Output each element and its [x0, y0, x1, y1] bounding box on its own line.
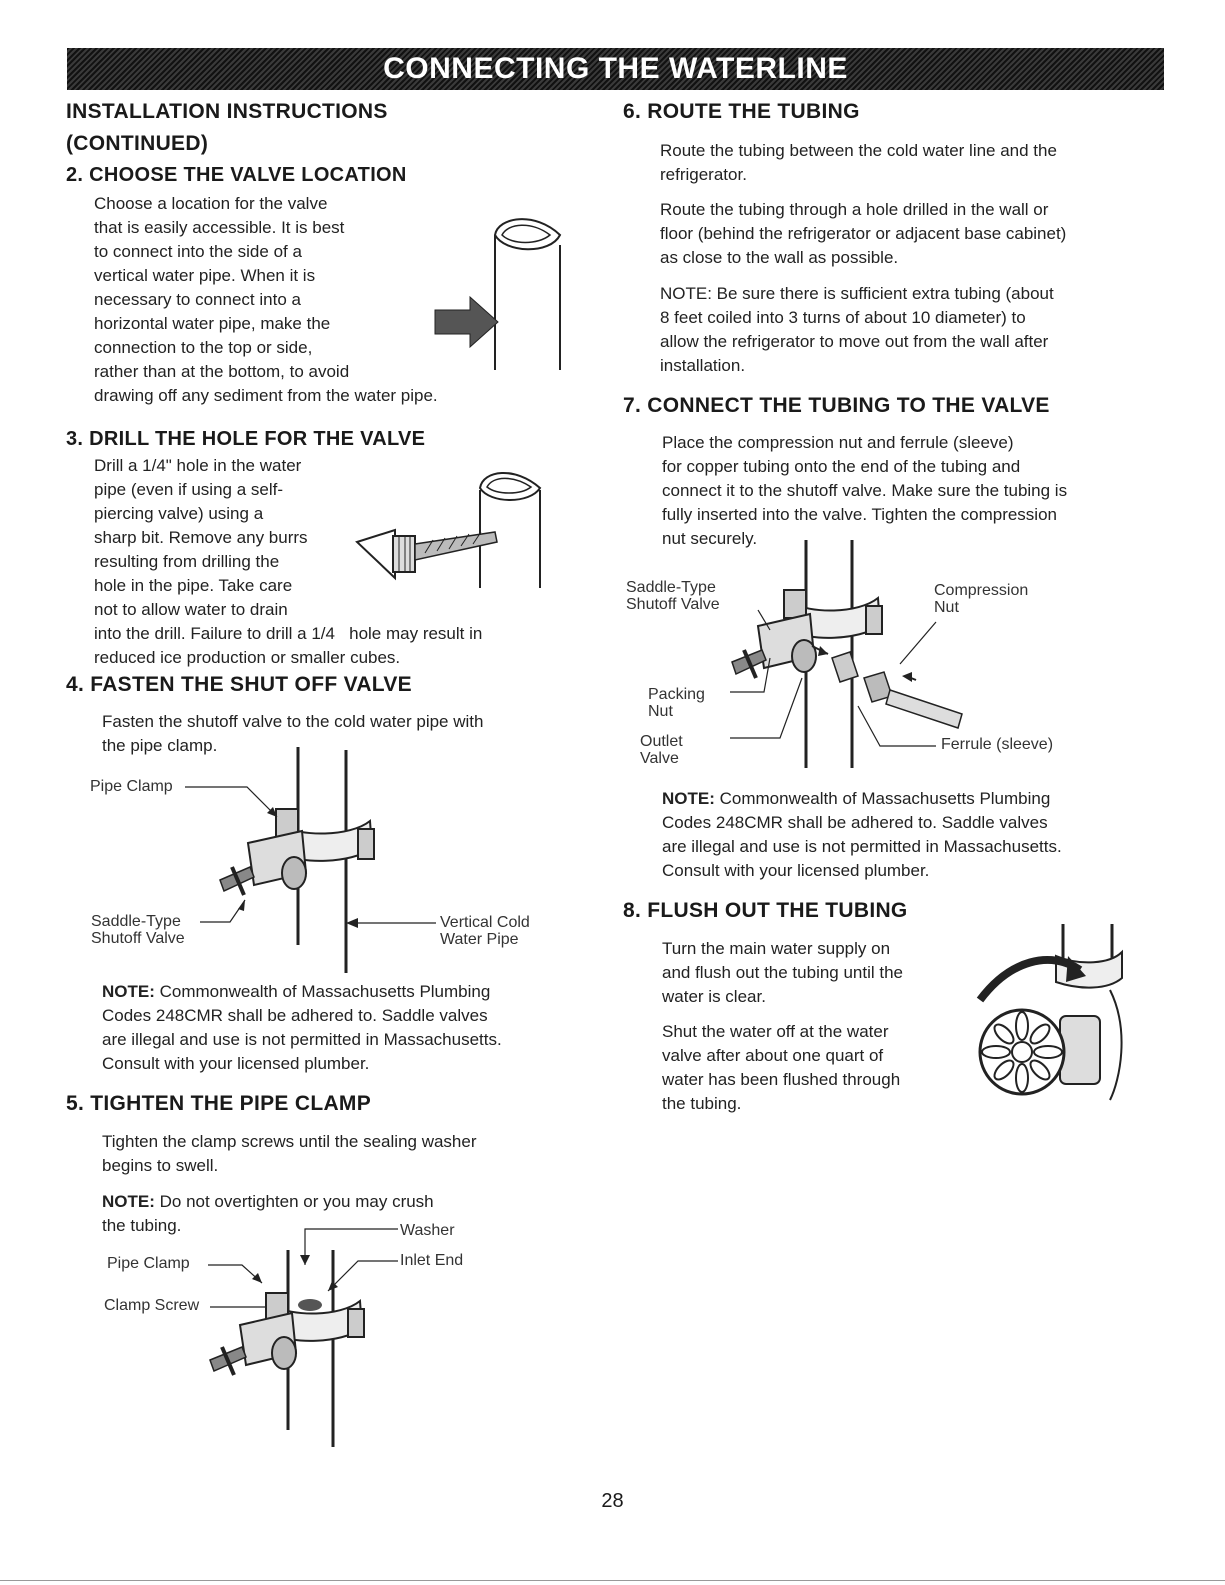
page-number: 28 [601, 1490, 624, 1512]
section-7-title: 7. CONNECT THE TUBING TO THE VALVE [623, 394, 1050, 417]
label-line: Saddle-Type [626, 579, 716, 596]
text-line: Fasten the shutoff valve to the cold water pipe with [102, 712, 484, 731]
pipe-clamp-illustration [200, 1225, 410, 1455]
text-line: Choose a location for the valve [94, 194, 328, 213]
text-line: valve after about one quart of [662, 1046, 884, 1065]
text-line: necessary to connect into a [94, 290, 301, 309]
heading-line: (CONTINUED) [66, 132, 209, 155]
section-2-body [94, 192, 438, 408]
label-line: Compression [934, 582, 1029, 599]
text-line: hole in the pipe. Take care [94, 576, 293, 595]
saddle-valve-leader [200, 897, 250, 927]
text-line: Route the tubing between the cold water line and the [660, 141, 1057, 160]
text-line: Place the compression nut and ferrule (sleeve) [662, 433, 1014, 452]
text-line: not to allow water to drain [94, 600, 288, 619]
text-line: to connect into the side of a [94, 242, 302, 261]
installation-heading [66, 97, 388, 159]
vertical-pipe-arrow-illustration [440, 205, 580, 375]
section-5-body [102, 1130, 477, 1178]
heading-line: INSTALLATION INSTRUCTIONS [66, 100, 388, 123]
label-packing-nut [648, 686, 705, 720]
text-line: rather than at the bottom, to avoid [94, 362, 350, 381]
text-line: sharp bit. Remove any burrs [94, 528, 308, 547]
note-line [662, 787, 1062, 811]
label-saddle-valve [91, 913, 185, 947]
label-outlet-valve [640, 733, 683, 767]
section-8-title: 8. FLUSH OUT THE TUBING [623, 899, 908, 922]
label-line: Vertical Cold [440, 914, 530, 931]
text-line: piercing valve) using a [94, 504, 264, 523]
label-line: Nut [934, 599, 959, 616]
label-line: Packing [648, 686, 705, 703]
note-line: are illegal and use is not permitted in Massachusetts. [102, 1030, 502, 1049]
text-line: resulting from drilling the [94, 552, 280, 571]
text-line: vertical water pipe. When it is [94, 266, 316, 285]
text-line: fully inserted into the valve. Tighten the compression [662, 505, 1057, 524]
label-pipe-clamp: Pipe Clamp [90, 778, 173, 795]
label-line: Shutoff Valve [626, 596, 720, 613]
label-clamp-screw: Clamp Screw [104, 1297, 200, 1314]
note-line: Codes 248CMR shall be adhered to. Saddle valves [102, 1006, 488, 1025]
note-line [102, 980, 502, 1004]
section-6-title: 6. ROUTE THE TUBING [623, 100, 860, 123]
text-line: for copper tubing onto the end of the tubing and [662, 457, 1021, 476]
text-line: into the drill. Failure to drill a 1/4 hole may result in [94, 624, 483, 643]
label-inlet-end: Inlet End [400, 1252, 464, 1269]
note-line: Codes 248CMR shall be adhered to. Saddle valves [662, 813, 1048, 832]
text-line: NOTE: Be sure there is sufficient extra tubing (about [660, 284, 1054, 303]
note-label: NOTE: [102, 1192, 155, 1211]
text-line: as close to the wall as possible. [660, 248, 899, 267]
text-line: Shut the water off at the water [662, 1022, 889, 1041]
text-line: Tighten the clamp screws until the sealing washer [102, 1132, 477, 1151]
text-line: installation. [660, 356, 746, 375]
note-text: Commonwealth of Massachusetts Plumbing [714, 789, 1051, 808]
vertical-pipe-leader [346, 916, 436, 930]
section-2-title: 2. CHOOSE THE VALVE LOCATION [66, 164, 407, 186]
text-line: reduced ice production or smaller cubes. [94, 648, 401, 667]
section-7-body [662, 431, 1067, 551]
section-6-p2 [660, 198, 1066, 270]
label-pipe-clamp-2: Pipe Clamp [107, 1255, 190, 1272]
text-line: water has been flushed through [662, 1070, 901, 1089]
text-line: connection to the top or side, [94, 338, 313, 357]
text-line: the tubing. [662, 1094, 742, 1113]
label-ferrule: Ferrule (sleeve) [941, 736, 1054, 753]
section-6-p3 [660, 282, 1054, 378]
section-5-title: 5. TIGHTEN THE PIPE CLAMP [66, 1092, 372, 1115]
section-banner [67, 48, 1164, 90]
label-line: Water Pipe [440, 931, 519, 948]
text-line: begins to swell. [102, 1156, 219, 1175]
text-line: pipe (even if using a self- [94, 480, 283, 499]
note-label: NOTE: [662, 789, 715, 808]
note-line: the tubing. [102, 1216, 182, 1235]
banner-title: CONNECTING THE WATERLINE [383, 52, 848, 85]
section-4-title: 4. FASTEN THE SHUT OFF VALVE [66, 673, 412, 696]
note-line [102, 1190, 434, 1214]
drill-illustration [355, 460, 555, 600]
label-line: Outlet [640, 733, 683, 750]
note-text: Do not overtighten or you may crush [154, 1192, 434, 1211]
section-8-p2 [662, 1020, 900, 1116]
pipe-clamp-leader [185, 787, 285, 827]
text-line: floor (behind the refrigerator or adjacent base cabinet) [660, 224, 1067, 243]
bottom-rule [0, 1580, 1225, 1581]
note-text: Commonwealth of Massachusetts Plumbing [154, 982, 491, 1001]
valve-handle-illustration [970, 920, 1135, 1110]
label-washer: Washer [400, 1222, 455, 1239]
text-line: connect it to the shutoff valve. Make sure the tubing is [662, 481, 1068, 500]
text-line: that is easily accessible. It is best [94, 218, 345, 237]
section-7-note [662, 787, 1062, 883]
text-line: Turn the main water supply on [662, 939, 891, 958]
shutoff-valve-illustration [210, 745, 390, 975]
text-line: refrigerator. [660, 165, 747, 184]
text-line: Drill a 1/4" hole in the water [94, 456, 302, 475]
label-compression-nut [934, 582, 1028, 616]
note-label: NOTE: [102, 982, 155, 1001]
text-line: 8 feet coiled into 3 turns of about 10 diameter) to [660, 308, 1026, 327]
text-line: and flush out the tubing until the [662, 963, 904, 982]
text-line: the pipe clamp. [102, 736, 218, 755]
note-line: are illegal and use is not permitted in Massachusetts. [662, 837, 1062, 856]
text-line: horizontal water pipe, make the [94, 314, 331, 333]
section-4-note [102, 980, 502, 1076]
label-line: Shutoff Valve [91, 930, 185, 947]
section-6-p1 [660, 139, 1057, 187]
label-line: Saddle-Type [91, 913, 181, 930]
label-line: Valve [640, 750, 679, 767]
section-3-title: 3. DRILL THE HOLE FOR THE VALVE [66, 428, 426, 450]
label-saddle-valve-2 [626, 579, 720, 613]
label-vertical-cold-pipe [440, 914, 530, 948]
note-line: Consult with your licensed plumber. [662, 861, 930, 880]
text-line: nut securely. [662, 529, 758, 548]
text-line: drawing off any sediment from the water pipe. [94, 386, 438, 405]
text-line: allow the refrigerator to move out from the wall after [660, 332, 1049, 351]
text-line: water is clear. [662, 987, 766, 1006]
note-line: Consult with your licensed plumber. [102, 1054, 370, 1073]
label-line: Nut [648, 703, 673, 720]
section-8-p1 [662, 937, 903, 1009]
text-line: Route the tubing through a hole drilled in the wall or [660, 200, 1049, 219]
